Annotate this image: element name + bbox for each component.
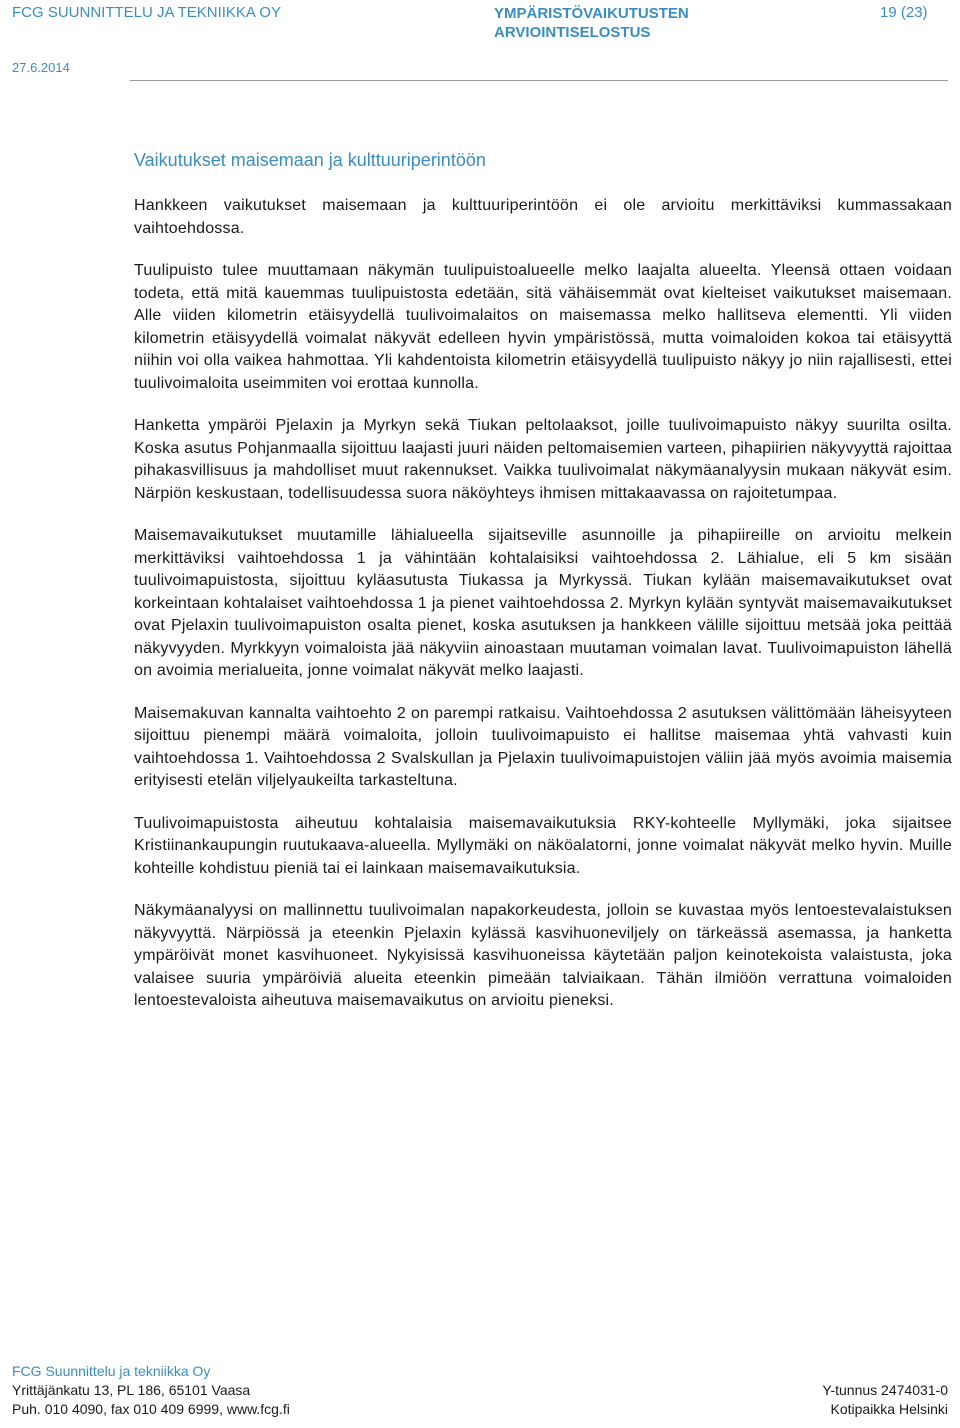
header-divider <box>130 80 948 81</box>
title-line-2: ARVIOINTISELOSTUS <box>494 24 651 41</box>
footer-address: Yrittäjänkatu 13, PL 186, 65101 Vaasa <box>12 1382 251 1398</box>
paragraph: Maisemakuvan kannalta vaihtoehto 2 on parempi ratkaisu. Vaihtoehdossa 2 asutuksen välittömään läheisyyteen sijoittuu pienempi määrä voimaloita, jolloin tuulivoimapuisto ei hallitse maisemaa yhtä vahvasti kuin vaihtoehdossa 1. Vaihtoehdossa 2 Svalskullan ja Pjelaxin tuulivoimapuistojen väliin jää myös avoimia maisemia erityisesti etelän viljelyaukeilta tarkasteltuna. <box>134 704 952 789</box>
document-date: 27.6.2014 <box>12 60 70 75</box>
paragraph: Maisemavaikutukset muutamille lähialueella sijaitseville asunnoille ja pihapiireille on arvioitu melkein merkittäviksi vaihtoehdossa 1 ja vähintään kohtalaisiksi vaihtoehdossa 2. Lähialue, eli 5 km sisään tuulivoimapuistosta, sijoittuu kyläasutusta Tiukassa ja Myrkyssä. Tiukan kylään maisemavaikutukset ovat korkeintaan kohtalaiset vaihtoehdossa 1 ja pienet vaihtoehdossa 2. Myrkyn kylään syntyvät maisemavaikutukset ovat Pjelaxin tuulivoimapuiston osalta pienet, koska asutuksen ja hankkeen välille sijoittuu metsää joka peittää näkyvyyden. Myrkkyyn voimaloista jää näkyviin ainoastaan muutaman voimalan lavat. Tuulivoimapuiston lähellä on avoimia merialueita, jonne voimalat näkyvät melko laajasti. <box>134 527 952 679</box>
document-type-title <box>494 4 689 42</box>
footer-company: FCG Suunnittelu ja tekniikka Oy <box>12 1363 211 1379</box>
header-company: FCG SUUNNITTELU JA TEKNIIKKA OY <box>12 4 281 21</box>
footer-domicile: Kotipaikka Helsinki <box>830 1401 948 1417</box>
main-content <box>134 150 952 1033</box>
title-line-1: YMPÄRISTÖVAIKUTUSTEN <box>494 5 689 22</box>
paragraph: Tuulivoimapuistosta aiheutuu kohtalaisia maisemavaikutuksia RKY-kohteelle Myllymäki, joka sijaitsee Kristiinankaupungin ruutukaava-alueella. Myllymäki on näköalatorni, jonne voimalat näkyvät melko hyvin. Muille kohteille kohdistuu pieniä tai ei lainkaan maisemavaikutuksia. <box>134 814 952 877</box>
page-number: 19 (23) <box>880 4 928 21</box>
footer-right <box>822 1362 948 1419</box>
paragraph: Hanketta ympäröi Pjelaxin ja Myrkyn sekä Tiukan peltolaaksot, joille tuulivoimapuisto näkyy suurilta osilta. Koska asutus Pohjanmaalla sijoittuu laajasti juuri näiden peltomaisemien varteen, pihapiirien näkyvyyttä rajoittaa pihakasvillisuus ja mahdolliset muut rakennukset. Vaikka tuulivoimalat näkymäanalyysin mukaan näkyvät esim. Närpiön keskustaan, todellisuudessa suora näköyhteys ihmisen mittakaavassa on rajoitetumpaa. <box>134 417 952 502</box>
paragraph: Näkymäanalyysi on mallinnettu tuulivoimalan napakorkeudesta, jolloin se kuvastaa myös lentoestevalaistuksen näkyvyyttä. Närpiössä ja eteenkin Pjelaxin kylässä kasvihuoneviljely on tärkeässä asemassa, ja hanketta ympäröivät monet kasvihuoneet. Nykyisissä kasvihuoneissa käytetään paljon keinotekoista valaistusta, joka valaisee suuria ympäröiviä alueita eteenkin pimeään talviaikaan. Tähän ilmiöön verrattuna voimaloiden lentoestevaloista aiheutuva maisemavaikutus on arvioitu pieneksi. <box>134 902 952 1009</box>
paragraph: Tuulipuisto tulee muuttamaan näkymän tuulipuistoalueelle melko laajalta alueelta. Yleensä ottaen voidaan todeta, että mitä kauemmas tuulipuistosta edetään, sitä vähäisemmät ovat kielteiset vaikutukset maisemaan. Alle viiden kilometrin etäisyydellä tuulivoimalaitos on maisemassa melko hallitseva elementti. Yli viiden kilometrin etäisyydellä voimalat näkyvät edelleen hyvin ympäristössä, mutta voimaloiden kokoa tai etäisyyttä niihin voi olla vaikea hahmottaa. Yli kahdentoista kilometrin etäisyydellä tuulipuisto näkyy jo niin rajallisesti, ettei tuulivoimaloita useimmiten voi erottaa kunnolla. <box>134 262 952 392</box>
section-heading: Vaikutukset maisemaan ja kulttuuriperintöön <box>134 150 486 170</box>
footer-business-id: Y-tunnus 2474031-0 <box>822 1382 948 1398</box>
paragraph: Hankkeen vaikutukset maisemaan ja kulttuuriperintöön ei ole arvioitu merkittäviksi kummassakaan vaihtoehdossa. <box>134 197 952 237</box>
footer-left <box>12 1362 290 1419</box>
footer-contact: Puh. 010 4090, fax 010 409 6999, www.fcg.fi <box>12 1401 290 1417</box>
